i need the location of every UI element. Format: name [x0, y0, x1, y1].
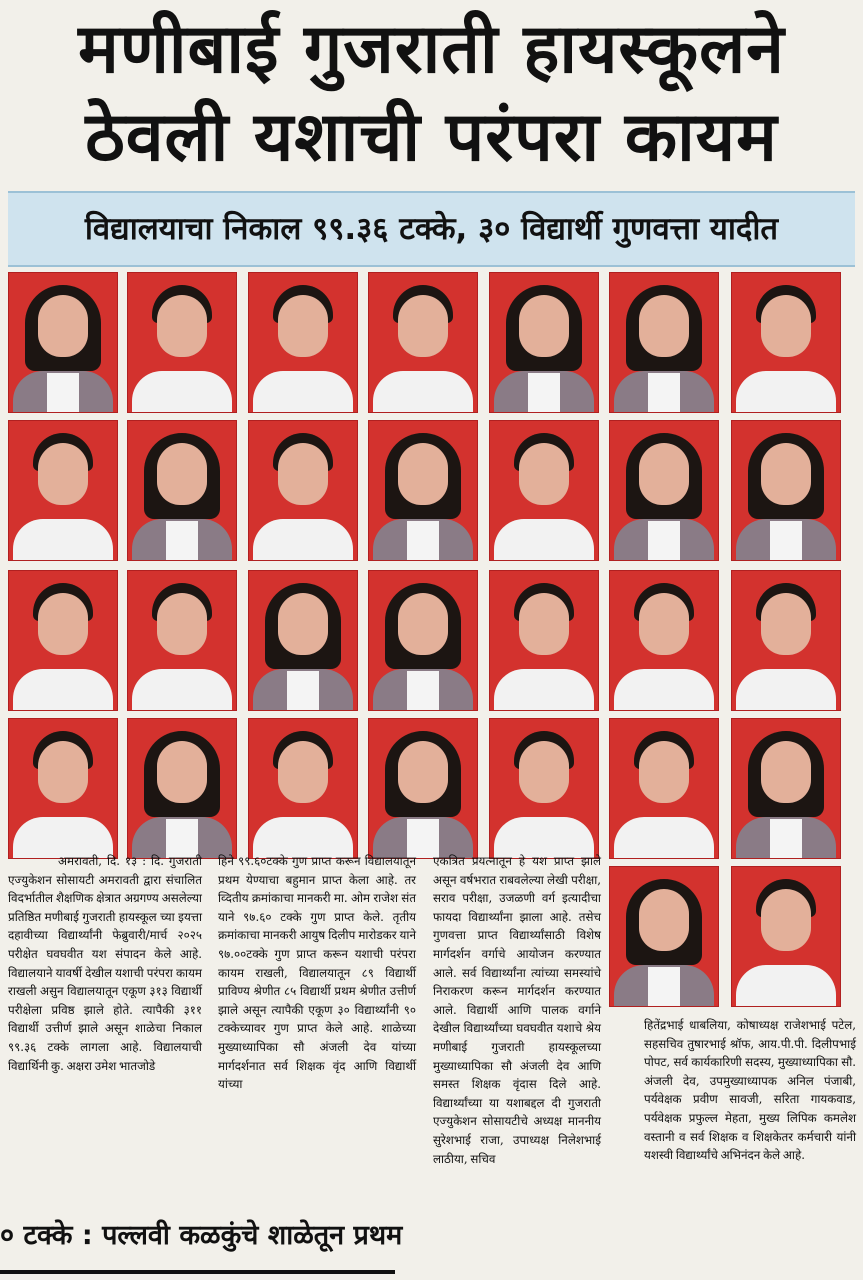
student-photo [489, 718, 599, 859]
student-photo [127, 420, 237, 561]
student-photo [609, 718, 719, 859]
student-photo [8, 420, 118, 561]
student-photo [248, 420, 358, 561]
student-photo [248, 718, 358, 859]
student-photo [731, 718, 841, 859]
student-photo [368, 272, 478, 413]
student-photo [248, 570, 358, 711]
student-photo [8, 272, 118, 413]
article-column-4: हितेंद्रभाई धाबलिया, कोषाध्यक्ष राजेशभाई पटेल, सहसचिव तुषारभाई श्रॉफ, आय.पी.पी. दिलीपभाई पोपट, सर्व कार्यकारिणी सदस्य, मुख्याध्यापिका सौ. अंजली देव, उपमुख्याध्यापक अनिल पंजाबी, पर्यवेक्षक प्रवीण सावजी, सरिता गायकवाड, पर्यवेक्षक प्रफुल्ल मेहता, मुख्य लिपिक कमलेश वस्तानी व सर्व शिक्षक व शिक्षकेतर कर्मचारी यांनी यशस्वी विद्यार्थ्यांचे अभिनंदन केले आहे. [644, 1018, 856, 1163]
headline-line-1: मणीबाई गुजराती हायस्कूलने [78, 10, 785, 89]
subheadline-text: विद्यालयाचा निकाल ९९.३६ टक्के, ३० विद्यार्थी गुणवत्ता यादीत [84, 211, 779, 247]
student-photo [368, 718, 478, 859]
student-photo [368, 420, 478, 561]
student-photo [127, 570, 237, 711]
student-photo [127, 718, 237, 859]
student-photo [609, 570, 719, 711]
student-photo [489, 570, 599, 711]
article-column-2: हिने ९९.६०टक्के गुण प्राप्त करून विद्यालयातून प्रथम येण्याचा बहुमान प्राप्त केला आहे. तर व्दितीय क्रमांकाचा मानकरी मा. ओम राजेश संत याने ९७.६० टक्के गुण प्राप्त केले. तृतीय क्रमांकाचा मानकरी आयुष दिलीप मारोडकर याने ९७.००टक्के गुण प्राप्त करून यशाची परंपरा कायम राखली, विद्यालयातून ८९ विद्यार्थी प्राविण्य श्रेणीत ८५ विद्यार्थी प्रथम श्रेणीत उत्तीर्ण झाले असून त्यापैकी एकूण ३० विद्यार्थ्यांनी ९० टक्केच्यावर गुण प्राप्त केले आहे. शाळेच्या मुख्याध्यापिका सौ अंजली देव यांच्या मार्गदर्शनात सर्व शिक्षक वृंद आणि विद्यार्थी यांच्या [218, 854, 416, 1092]
student-photo [489, 272, 599, 413]
student-photo [731, 866, 841, 1007]
article-column-1: अमरावती, दि. १३ : दि. गुजराती एज्युकेशन सोसायटी अमरावती द्वारा संचालित विदर्भातील शैक्षणिक क्षेत्रात अग्रगण्य असलेल्या प्रतिष्ठित मणीबाई गुजराती हायस्कूल च्या इयत्ता दहावीच्या विद्यार्थ्यांनी फेब्रुवारी/मार्च २०२५ परीक्षेत घवघवीत यश संपादन केले आहे. विद्यालयाने यावर्षी देखील यशाची परंपरा कायम राखली असुन विद्यालयातून एकूण ३१३ विद्यार्थी परीक्षेला प्रविष्ठ झाले होते. त्यापैकी ३११ विद्यार्थी उत्तीर्ण झाले असून शाळेचा निकाल ९९.३६ टक्के लागला आहे. विद्यालयाची विद्यार्थिनी कु. अक्षरा उमेश भातजोडे [8, 854, 202, 1073]
bottom-headline: ० टक्के : पल्लवी कळकुंचे शाळेतून प्रथम [0, 1220, 403, 1251]
student-photo [8, 570, 118, 711]
student-photo [368, 570, 478, 711]
student-photo [609, 420, 719, 561]
student-photo [127, 272, 237, 413]
bottom-rule [0, 1270, 395, 1274]
student-photo [248, 272, 358, 413]
student-photo [609, 866, 719, 1007]
student-photo [489, 420, 599, 561]
headline-line-2: ठेवली यशाची परंपरा कायम [85, 98, 778, 177]
subheadline-band [8, 191, 855, 267]
student-photo [8, 718, 118, 859]
student-photo [731, 272, 841, 413]
student-photo [731, 570, 841, 711]
student-photo [731, 420, 841, 561]
student-photo [609, 272, 719, 413]
article-column-3: एकत्रित प्रयत्नातून हे यश प्राप्त झाले असून वर्षभरात राबवलेल्या लेखी परीक्षा, सराव परीक्षा, उजळणी वर्ग इत्यादीचा फायदा विद्यार्थ्यांना झाला आहे. तसेच गुणवत्ता प्राप्त विद्यार्थ्यांसाठी विशेष मार्गदर्शन वर्गाचे आयोजन करण्यात आले. सर्व विद्यार्थ्यांना त्यांच्या समस्यांचे निराकरण करून मार्गदर्शन करण्यात आले. विद्यार्थी आणि पालक वर्गाने देखील विद्यार्थ्यांच्या घवघवीत यशाचे श्रेय मणीबाई गुजराती हायस्कूलच्या मुख्याध्यापिका सौ अंजली देव आणि समस्त शिक्षक वृंदास दिले आहे. विद्यार्थ्यांच्या या यशाबद्दल दी गुजराती एज्युकेशन सोसायटीचे अध्यक्ष माननीय सुरेशभाई राजा, उपाध्यक्ष निलेशभाई लाठीया, सचिव [433, 854, 601, 1166]
